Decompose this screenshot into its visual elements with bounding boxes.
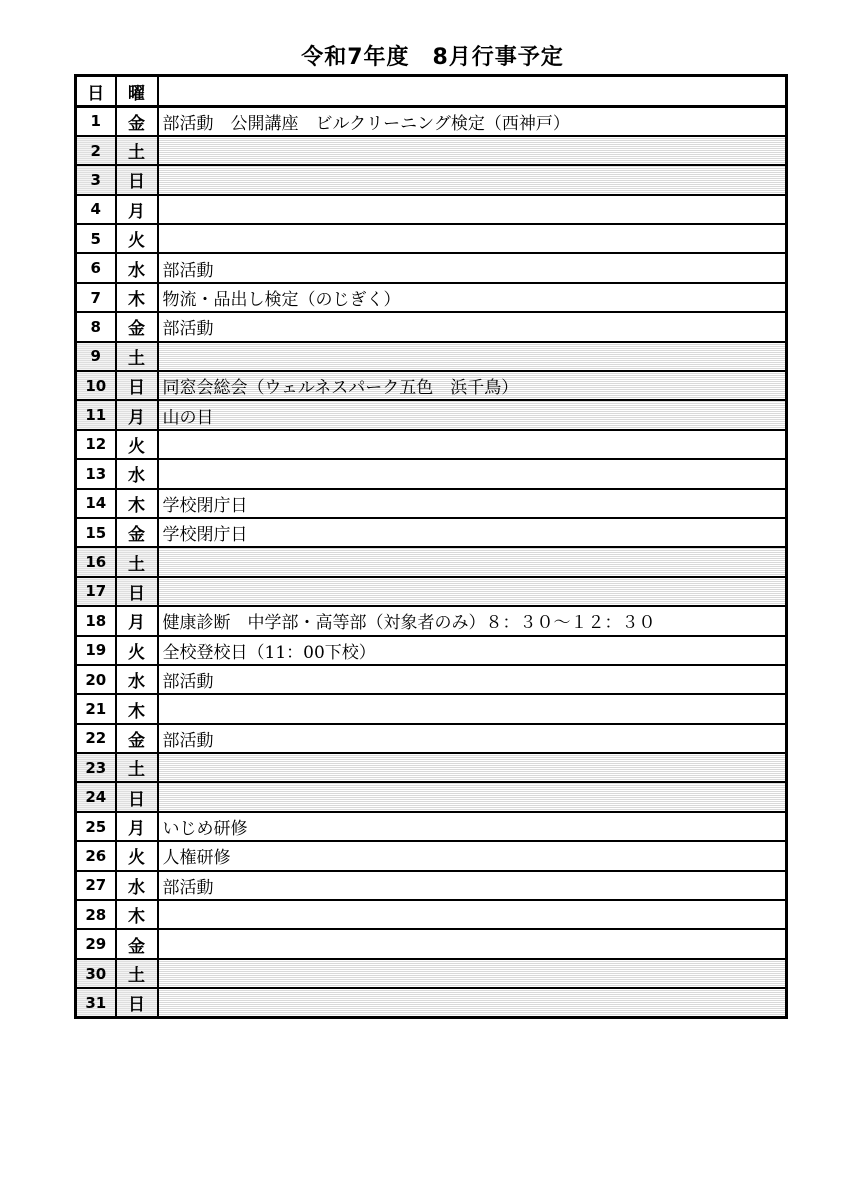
weekday: 月 — [116, 195, 158, 224]
day-number: 15 — [76, 518, 116, 547]
table-row — [76, 665, 787, 694]
event-text — [158, 165, 787, 194]
event-text: 部活動 — [158, 665, 787, 694]
event-text: 山の日 — [158, 400, 787, 429]
weekday: 木 — [116, 283, 158, 312]
table-row — [76, 459, 787, 488]
weekday: 土 — [116, 136, 158, 165]
day-number: 1 — [76, 107, 116, 136]
event-text: いじめ研修 — [158, 812, 787, 841]
day-number: 31 — [76, 988, 116, 1017]
event-text: 部活動 — [158, 724, 787, 753]
event-text — [158, 694, 787, 723]
event-text — [158, 547, 787, 576]
event-text: 学校閉庁日 — [158, 518, 787, 547]
table-row — [76, 577, 787, 606]
day-number: 13 — [76, 459, 116, 488]
event-text — [158, 959, 787, 988]
header-weekday: 曜 — [116, 76, 158, 107]
day-number: 6 — [76, 253, 116, 282]
weekday: 土 — [116, 547, 158, 576]
weekday: 水 — [116, 871, 158, 900]
weekday: 月 — [116, 812, 158, 841]
table-row — [76, 224, 787, 253]
header-day: 日 — [76, 76, 116, 107]
table-row — [76, 547, 787, 576]
event-text — [158, 577, 787, 606]
event-text — [158, 430, 787, 459]
table-row — [76, 782, 787, 811]
day-number: 22 — [76, 724, 116, 753]
table-row — [76, 871, 787, 900]
table-row — [76, 812, 787, 841]
weekday: 木 — [116, 489, 158, 518]
table-row — [76, 959, 787, 988]
day-number: 4 — [76, 195, 116, 224]
day-number: 30 — [76, 959, 116, 988]
header-events — [158, 76, 787, 107]
day-number: 2 — [76, 136, 116, 165]
event-text — [158, 929, 787, 958]
event-text — [158, 782, 787, 811]
table-row — [76, 841, 787, 870]
event-text: 部活動 — [158, 253, 787, 282]
event-text: 全校登校日（11：00下校） — [158, 636, 787, 665]
weekday: 火 — [116, 841, 158, 870]
weekday: 火 — [116, 636, 158, 665]
table-row — [76, 724, 787, 753]
day-number: 19 — [76, 636, 116, 665]
table-row — [76, 900, 787, 929]
weekday: 水 — [116, 459, 158, 488]
weekday: 土 — [116, 959, 158, 988]
day-number: 9 — [76, 342, 116, 371]
weekday: 木 — [116, 694, 158, 723]
event-text: 部活動 公開講座 ビルクリーニング検定（西神戸） — [158, 107, 787, 136]
table-row — [76, 136, 787, 165]
weekday: 月 — [116, 606, 158, 635]
table-row — [76, 195, 787, 224]
table-row — [76, 929, 787, 958]
day-number: 14 — [76, 489, 116, 518]
day-number: 12 — [76, 430, 116, 459]
table-header-row — [76, 76, 787, 107]
event-text — [158, 900, 787, 929]
event-text — [158, 136, 787, 165]
page-title: 令和7年度 8月行事予定 — [301, 45, 564, 70]
table-row — [76, 400, 787, 429]
event-text: 人権研修 — [158, 841, 787, 870]
event-text: 部活動 — [158, 871, 787, 900]
day-number: 5 — [76, 224, 116, 253]
day-number: 27 — [76, 871, 116, 900]
schedule-table — [74, 74, 788, 1019]
event-text: 健康診断 中学部・高等部（対象者のみ）８：３０～１２：３０ — [158, 606, 787, 635]
day-number: 25 — [76, 812, 116, 841]
day-number: 16 — [76, 547, 116, 576]
weekday: 水 — [116, 665, 158, 694]
event-text — [158, 195, 787, 224]
weekday: 月 — [116, 400, 158, 429]
day-number: 3 — [76, 165, 116, 194]
weekday: 金 — [116, 107, 158, 136]
weekday: 日 — [116, 782, 158, 811]
weekday: 木 — [116, 900, 158, 929]
event-text: 物流・品出し検定（のじぎく） — [158, 283, 787, 312]
event-text: 同窓会総会（ウェルネスパーク五色 浜千鳥） — [158, 371, 787, 400]
weekday: 金 — [116, 518, 158, 547]
day-number: 7 — [76, 283, 116, 312]
day-number: 29 — [76, 929, 116, 958]
weekday: 火 — [116, 224, 158, 253]
event-text: 部活動 — [158, 312, 787, 341]
weekday: 金 — [116, 929, 158, 958]
day-number: 17 — [76, 577, 116, 606]
weekday: 金 — [116, 312, 158, 341]
weekday: 水 — [116, 253, 158, 282]
day-number: 24 — [76, 782, 116, 811]
weekday: 日 — [116, 371, 158, 400]
table-row — [76, 371, 787, 400]
table-row — [76, 253, 787, 282]
event-text: 学校閉庁日 — [158, 489, 787, 518]
weekday: 日 — [116, 988, 158, 1017]
weekday: 日 — [116, 165, 158, 194]
day-number: 21 — [76, 694, 116, 723]
event-text — [158, 753, 787, 782]
table-row — [76, 518, 787, 547]
day-number: 10 — [76, 371, 116, 400]
table-row — [76, 636, 787, 665]
day-number: 18 — [76, 606, 116, 635]
event-text — [158, 988, 787, 1017]
day-number: 28 — [76, 900, 116, 929]
day-number: 20 — [76, 665, 116, 694]
weekday: 土 — [116, 753, 158, 782]
table-row — [76, 107, 787, 136]
table-row — [76, 988, 787, 1017]
weekday: 土 — [116, 342, 158, 371]
table-row — [76, 489, 787, 518]
table-row — [76, 342, 787, 371]
table-row — [76, 694, 787, 723]
day-number: 26 — [76, 841, 116, 870]
day-number: 8 — [76, 312, 116, 341]
table-row — [76, 312, 787, 341]
table-row — [76, 606, 787, 635]
event-text — [158, 342, 787, 371]
table-row — [76, 165, 787, 194]
weekday: 金 — [116, 724, 158, 753]
weekday: 日 — [116, 577, 158, 606]
table-row — [76, 430, 787, 459]
day-number: 11 — [76, 400, 116, 429]
table-row — [76, 283, 787, 312]
weekday: 火 — [116, 430, 158, 459]
event-text — [158, 224, 787, 253]
table-row — [76, 753, 787, 782]
event-text — [158, 459, 787, 488]
day-number: 23 — [76, 753, 116, 782]
